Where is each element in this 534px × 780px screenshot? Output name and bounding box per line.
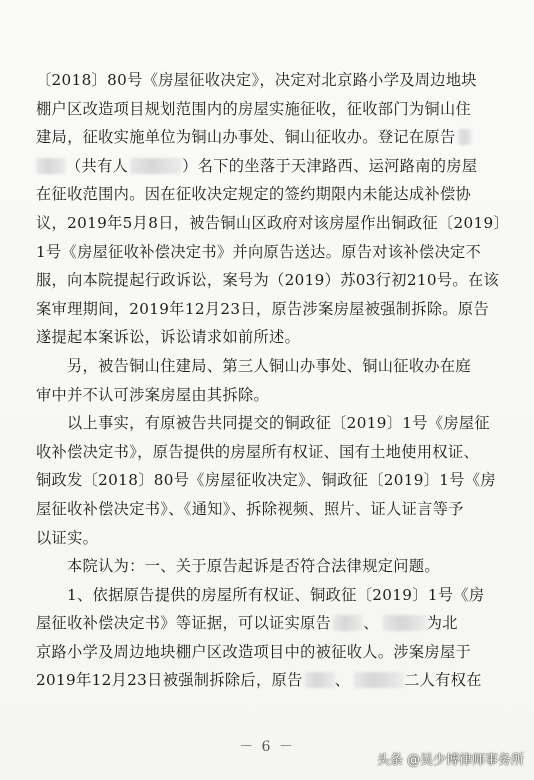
text-segment: ）名下的坐落于天津路西、运河路南的房屋 xyxy=(182,156,478,175)
text-segment: 建局，征收实施单位为铜山办事处、铜山征收办。登记在原告 xyxy=(36,128,456,147)
text-line xyxy=(36,152,510,181)
text-segment: 、 xyxy=(363,614,379,633)
text-segment: 二人有权在 xyxy=(404,671,482,690)
text-line: 1号《房屋征收补偿决定书》并向原告送达。原告对该补偿决定不 xyxy=(36,242,482,261)
text-segment: 2019年12月23日被强制拆除后，原告 xyxy=(36,671,303,690)
redacted-name xyxy=(354,672,404,688)
paragraph-defendant-statement xyxy=(36,352,510,409)
paragraph-evidence xyxy=(36,409,510,552)
page-number: － 6 － xyxy=(239,739,295,755)
text-segment: （共有人 xyxy=(66,156,129,175)
redacted-name xyxy=(458,129,472,145)
text-line xyxy=(36,123,510,152)
redacted-name xyxy=(383,615,427,631)
paragraph-facts xyxy=(36,66,510,352)
text-line: 以上事实，有原被告共同提交的铜政征〔2019〕1号《房屋征 xyxy=(67,414,490,433)
paragraph-point-one xyxy=(36,581,510,695)
text-line: 审中并不认可涉案房屋由其拆除。 xyxy=(36,385,270,404)
text-segment: 为北 xyxy=(426,614,458,633)
text-line xyxy=(36,666,510,695)
text-line: 案审理期间，2019年12月23日，原告涉案房屋被强制拆除。原告 xyxy=(36,299,490,318)
redacted-name xyxy=(36,158,66,174)
text-line: 本院认为：一、关于原告起诉是否符合法律规定问题。 xyxy=(67,557,440,576)
document-body xyxy=(36,66,510,695)
text-segment: 屋征收补偿决定书》等证据，可以证实原告 xyxy=(36,614,332,633)
text-line: 收补偿决定书》，原告提供的房屋所有权证、国有土地使用权证、 xyxy=(36,442,479,461)
source-watermark xyxy=(377,749,524,768)
text-line: 以证实。 xyxy=(36,528,99,547)
text-line: 屋征收补偿决定书》、《通知》、拆除视频、照片、证人证言等予 xyxy=(36,499,464,518)
text-line: 京路小学及周边地块棚户区改造项目中的被征收人。涉案房屋于 xyxy=(36,642,472,661)
text-line: 1、依据原告提供的房屋所有权证、铜政征〔2019〕1号《房 xyxy=(67,585,485,604)
text-line: 〔2018〕80号《房屋征收决定》，决定对北京路小学及周边地块 xyxy=(36,71,477,89)
paragraph-court-opinion xyxy=(36,552,510,581)
redacted-name xyxy=(130,158,182,174)
text-line: 在征收范围内。因在征收决定规定的签约期限内未能达成补偿协 xyxy=(36,185,472,204)
redacted-name xyxy=(333,615,363,631)
text-line: 议，2019年5月8日，被告铜山区政府对该房屋作出铜政征〔2019〕 xyxy=(36,213,510,232)
watermark-text: 头条 @吴少博律师事务所 xyxy=(376,753,524,768)
text-line: 棚户区改造项目规划范围内的房屋实施征收，征收部门为铜山住 xyxy=(36,99,472,118)
text-line xyxy=(36,609,510,638)
redacted-name xyxy=(305,672,335,688)
text-line: 另，被告铜山住建局、第三人铜山办事处、铜山征收办在庭 xyxy=(67,356,471,375)
text-line: 服，向本院提起行政诉讼，案号为（2019）苏03行初210号。在该 xyxy=(36,271,500,290)
text-segment: 、 xyxy=(334,671,351,690)
text-line: 铜政发〔2018〕80号《房屋征收决定》、铜政征〔2019〕1号《房 xyxy=(36,471,496,490)
text-line: 遂提起本案诉讼，诉讼请求如前所述。 xyxy=(36,328,301,347)
